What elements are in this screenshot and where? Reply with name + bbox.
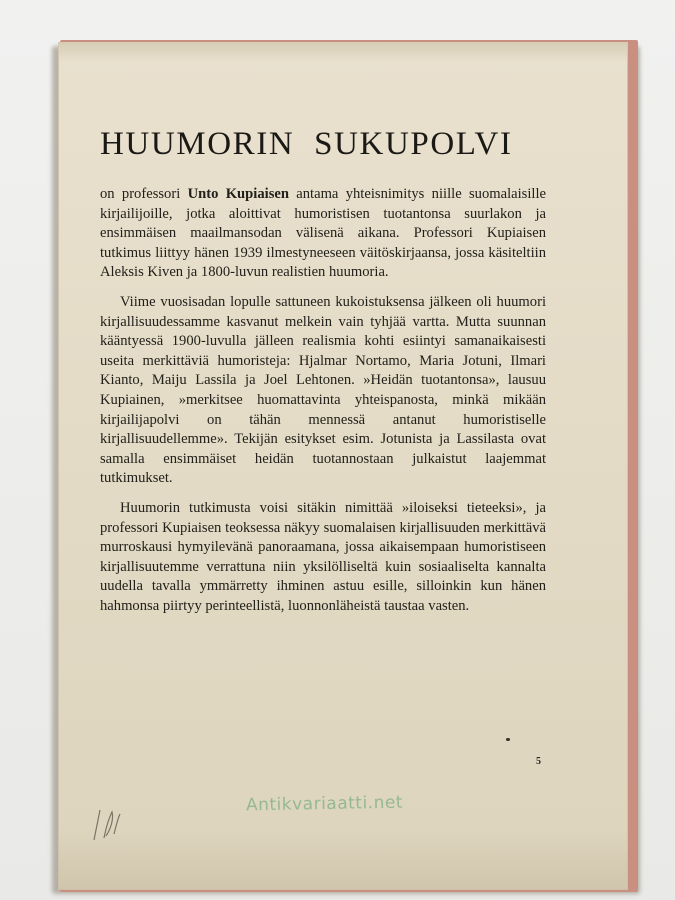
- cover-wear-top: [58, 42, 628, 62]
- store-watermark: Antikvariaatti.net: [245, 792, 404, 816]
- blurb-text: [100, 185, 546, 626]
- cover-wear-bottom: [58, 830, 628, 890]
- blurb-p1-lead: on professori: [100, 186, 188, 202]
- blurb-paragraph-1: [100, 185, 546, 283]
- cover-title: HUUMORIN SUKUPOLVI: [100, 126, 513, 162]
- blurb-p1-rest: antama yhteisnimitys niille suomalaisille kirjailijoille, jotka aloittivat humoristisen tuotantonsa suurlakon ja ensimmäisen maailmansodan välisenä aikana. Professori Kupiaisen tutkimus liittyy hänen 1939 ilmestyneeseen väitöskirjaansa, jossa käsiteltiin Aleksis Kiven ja 1800-luvun realistien huumoria.: [100, 186, 546, 281]
- blurb-paragraph-3: Huumorin tutkimusta voisi sitäkin nimittää »iloiseksi tieteeksi», ja professori Kupiaisen teoksessa näkyy suomalaisen kirjallisuuden merkittävä murroskausi hymyilevänä panoraamana, jossa aikaisempaan humoristiseen kirjallisuutemme verrattuna niin yksilölliseltä kuin sosiaaliselta kannalta uudella tavalla ymmärretty ihminen astuu esille, silloinkin kun hänen hahmonsa piirtyy perinteellistä, luonnonläheistä taustaa vasten.: [100, 499, 546, 614]
- author-name: Unto Kupiaisen: [187, 186, 289, 202]
- pencil-price-mark-icon: [86, 790, 126, 846]
- blurb-paragraph-2: Viime vuosisadan lopulle sattuneen kukoistuksensa jälkeen oli huumori kirjallisuudessamme kasvanut melkein vain tyhjää vartta. Mutta suunnan kääntyessä 1900-luvulla jälleen realismia kohti esiintyi samanaikaisesti useita merkittäviä humoristeja: Hjalmar Nortamo, Maria Jotuni, Ilmari Kianto, Maiju Lassila ja Joel Lehtonen. »Heidän tuotantonsa», lausuu Kupiainen, »merkitsee huomattavinta yhteispanosta, minkä mikään kirjailijapolvi on tähän mennessä antanut humoristiselle kirjallisuudellemme». Tekijän esitykset esim. Jotunista ja Lassilasta ovat samalla ensimmäiset heidän tuotannostaan julkaistut laajemmat tutkimukset.: [100, 293, 546, 487]
- page-number: 5: [536, 756, 541, 767]
- ink-speck: [506, 738, 510, 741]
